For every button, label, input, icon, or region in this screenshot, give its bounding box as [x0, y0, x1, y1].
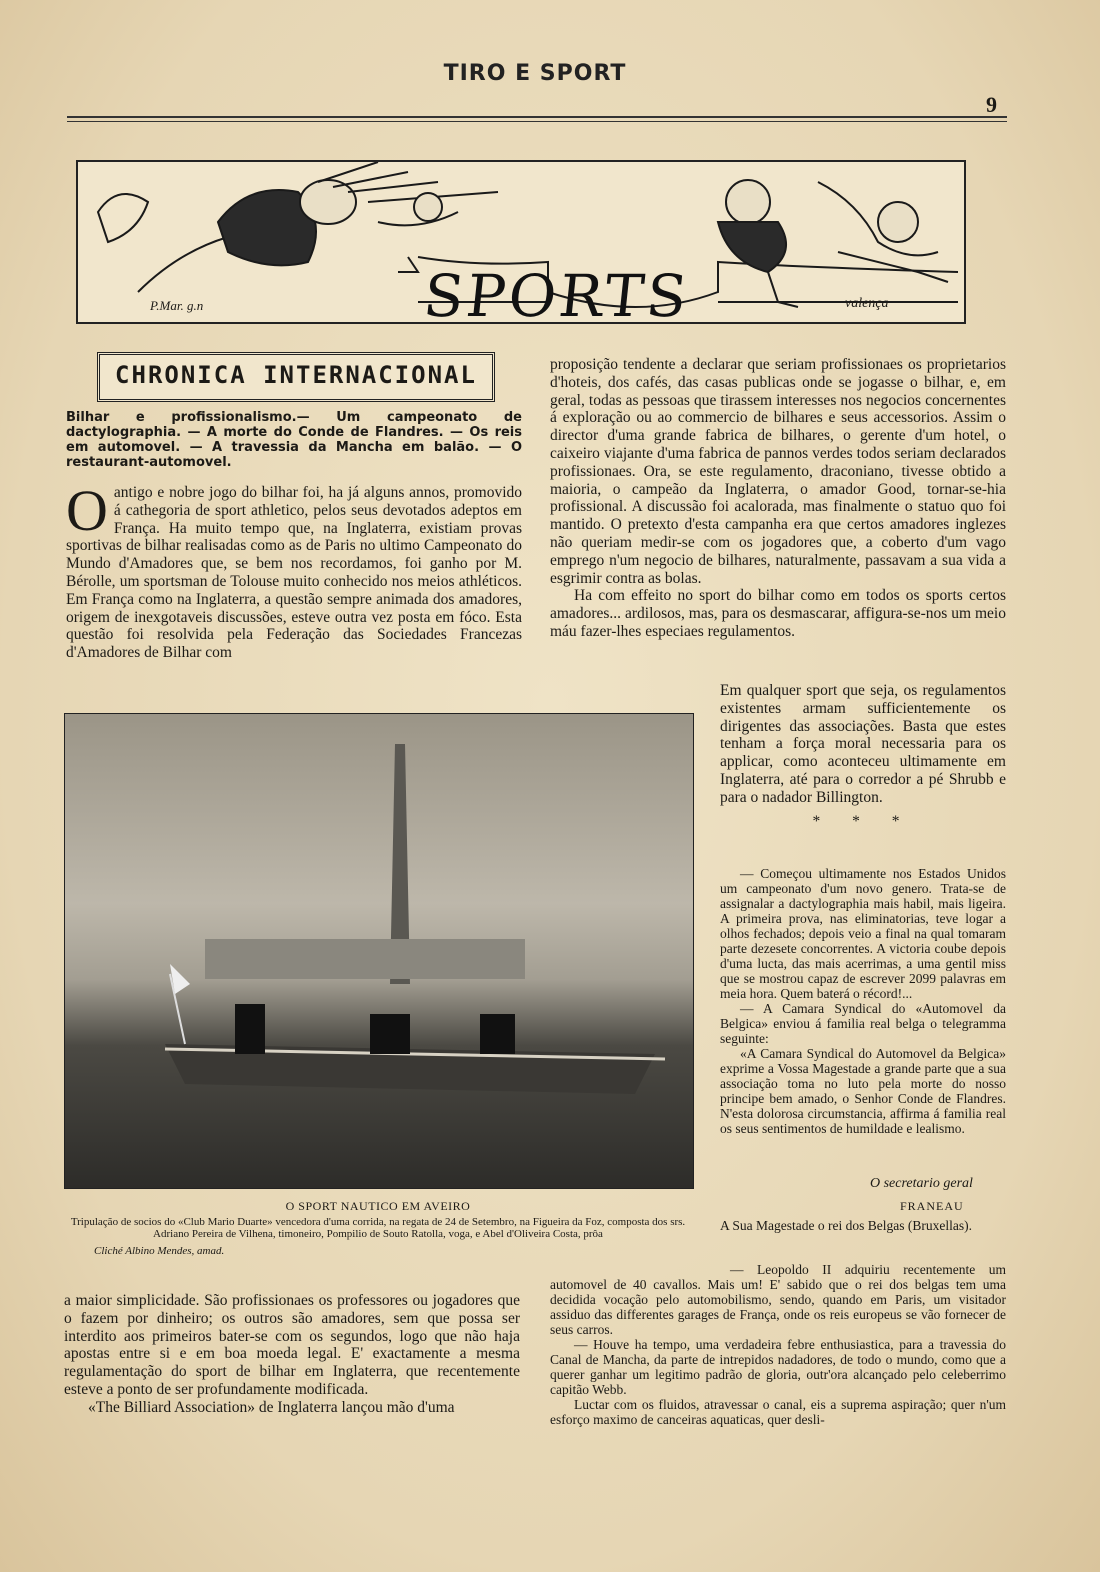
asterism: * * *: [812, 812, 914, 830]
column-right-inset: [720, 682, 1006, 830]
column-right-address: [720, 1218, 1006, 1233]
banner-title: SPORTS: [420, 262, 693, 330]
section-heading: CHRONICA INTERNACIONAL: [97, 352, 495, 402]
illustrator-signature-right: valença: [845, 296, 889, 311]
column-left-top: [66, 478, 522, 662]
paragraph: A Sua Magestade o rei dos Belgas (Bruxellas).: [720, 1218, 972, 1233]
paragraph: «A Camara Syndical do Automovel da Belgica» exprime a Vossa Magestade a grande parte que a sua associação toma no luto pela morte do nosso principe bem amado, o Senhor Conde de Flandres. N'esta dolorosa circumstancia, affirma á familia real os seus sentimentos de humildade e lealismo.: [720, 1046, 1006, 1136]
paragraph: Em qualquer sport que seja, os regulamentos existentes armam sufficientemente os dirigentes das associações. Basta que estes tenham a força moral necessaria para os applicar, como aconteceu ultimamente em Inglaterra, até para o corredor a pé Shrubb e para o nadador Billington.: [720, 682, 1006, 806]
photo-scene: [65, 714, 693, 1188]
paragraph: antigo e nobre jogo do bilhar foi, ha já alguns annos, promovido á cathegoria de sport athletico, pelos seus devotados adeptos em França. Ha muito tempo que, na Inglaterra, existiam provas sportivas de bilhar realisadas como as de Paris no ultimo Campeonato do Mundo d'Amadores que, se bem nos recordamos, foi ganho por M. Bérolle, um sportsman de Tolouse muito conhecido nos meios athléticos. Em França como na Inglaterra, a questão sempre animada dos amadores, origem de inexgotaveis discussões, esteve outra vez posta em fóco. Esta questão foi resolvida pela Federação das Sociedades Francezas d'Amadores de Bilhar com: [66, 484, 522, 662]
rowing-photograph: [64, 713, 694, 1189]
paragraph: proposição tendente a declarar que seriam profissionaes os proprietarios d'hoteis, dos cafés, das casas publicas onde se jogasse o bilhar, e, em geral, todas as pessoas que tirassem interesses nos negocios concernentes á exploração ou ao commercio de bilhares e seus accessorios. Assim o director d'uma grande fabrica de bilhares, o gerente d'um hotel, o caixeiro viajante d'uma fabrica de pannos verdes todos seriam declarados profissionaes. Ora, se este regulamento, draconiano, tivesse obtido a maioria, o campeão da Inglaterra, o amador Good, tornar-se-hia profissional. A discussão foi acalorada, mas finalmente o statuo quo foi mantido. O pretexto d'esta campanha era que certos amadores inglezes não queriam medir-se com os jogadores que, a coberto d'um vago emprego n'um negocio de bilhares, naturalmente, passavam a sua vida a esgrimir contra as bolas.: [550, 356, 1006, 587]
page-number: 9: [986, 92, 997, 117]
paragraph: «The Billiard Association» de Inglaterra lançou mão d'uma: [88, 1398, 455, 1416]
photo-credit: Cliché Albino Mendes, amad.: [94, 1245, 225, 1257]
paragraph: — Começou ultimamente nos Estados Unidos um campeonato d'um novo genero. Trata-se de assignalar a dactylographia mais habil, mais ligeira. A primeira prova, nas eliminatorias, teve logar a olhos fechados; depois veio a final na qual tomaram parte dezesete concorrentes. A victoria coube depois d'uma lucta, das mais acerrimas, a uma gentil miss que se mostrou capaz de escrever 2099 palavras em meia hora. Quem baterá o récord!...: [720, 866, 1006, 1001]
masthead-text: TIRO E SPORT: [443, 61, 627, 86]
column-left-bottom: [64, 1292, 520, 1417]
photo-caption: Tripulação de socios do «Club Mario Duarte» vencedora d'uma corrida, na regata de 24 de Setembro, na Figueira da Foz, composta dos srs. Adriano Pereira de Vilhena, timoneiro, Pompilio de Souto Ratolla, voga, e Abel d'Oliveira Costa, prôa: [70, 1216, 686, 1240]
telegram-signature-role: O secretario geral: [870, 1176, 973, 1191]
paragraph: — A Camara Syndical do «Automovel da Belgica» enviou á familia real belga o telegramma seguinte:: [720, 1001, 1006, 1046]
illustrator-signature-left: P.Mar. g.n: [150, 298, 204, 313]
drop-cap: O: [66, 478, 108, 543]
column-right-bottom: [550, 1262, 1006, 1427]
paragraph: — Houve ha tempo, uma verdadeira febre enthusiastica, para a travessia do Canal de Mancha, da parte de intrepidos nadadores, de todo o mundo, como que a querer ganhar um legitimo padrão de gloria, outr'ora alcançado pelo celeberrimo capitão Webb.: [550, 1337, 1006, 1397]
paragraph: Ha com effeito no sport do bilhar como em todos os sports certos amadores... ardilosos, mas, para os desmascarar, affigura-se-nos um meio máu fazer-lhes especiaes regulamentos.: [550, 587, 1006, 640]
article-summary: Bilhar e profissionalismo.— Um campeonato de dactylographia. — A morte do Conde de Flandres. — Os reis em automovel. — A travessia da Mancha em balão. — O restaurant-automovel.: [66, 410, 522, 470]
photo-title: O SPORT NAUTICO EM AVEIRO: [285, 1199, 471, 1213]
column-right-top: [550, 356, 1006, 641]
paragraph: a maior simplicidade. São profissionaes os professores ou jogadores que o fazem por dinheiro; os outros são amadores, sem que possa ser interdito aos primeiros bater-se com os segundos, logo que não haja apostas entre si e em boa moeda legal. E' exactamente a mesma regulamentação do sport de bilhar em Inglaterra, que recentemente esteve a ponto de ser profundamente modificada.: [64, 1292, 520, 1398]
paragraph: — Leopoldo II adquiriu recentemente um automovel de 40 cavallos. Mais um! E' sabido que o rei dos belgas tem uma decidida vocação pelo automobilismo, sendo, quando em Paris, um visitador assiduo das differentes garages de França, onde os reis europeus se vão fornecer de seus carros.: [550, 1262, 1006, 1337]
header-rule: [67, 116, 1007, 122]
paragraph: Luctar com os fluidos, atravessar o canal, eis a suprema aspiração; quer n'um esforço maximo de canceiras aquaticas, quer desli-: [550, 1397, 1006, 1427]
column-right-mid: [720, 866, 1006, 1136]
masthead-logo: [440, 54, 630, 94]
telegram-signature-name: FRANEAU: [900, 1199, 964, 1213]
